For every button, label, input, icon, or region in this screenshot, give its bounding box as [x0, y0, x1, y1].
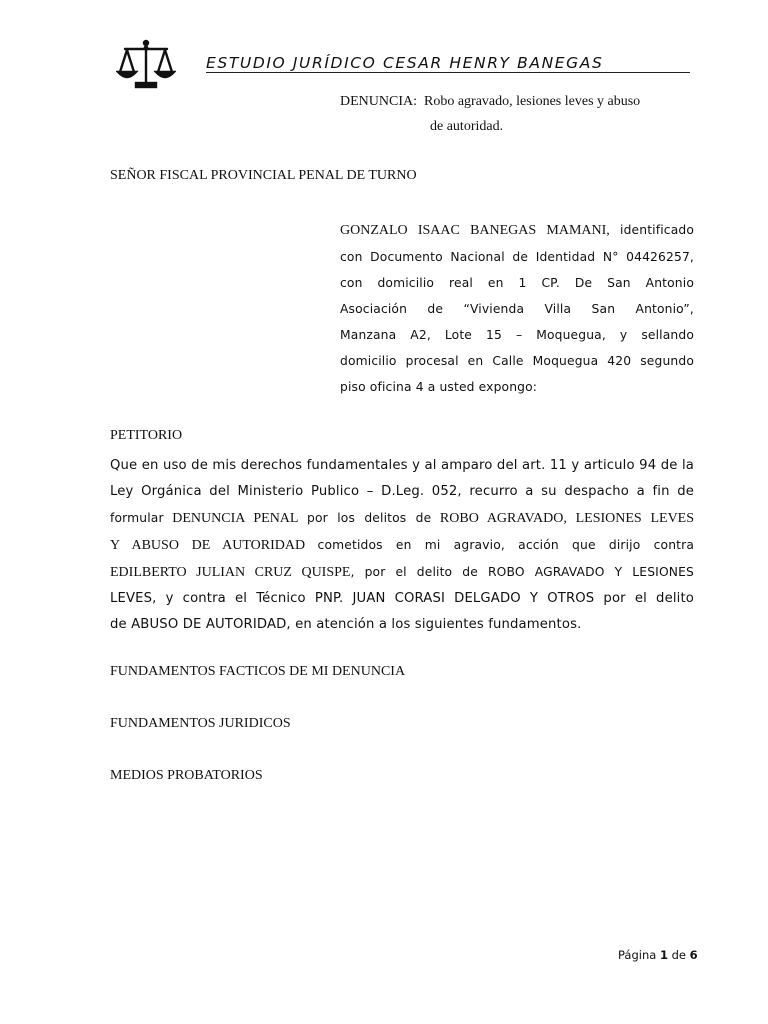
intro-line: piso oficina 4 a usted expongo: — [340, 380, 538, 394]
petitorio-text: cometidos en mi agravio, acción que dirijo contra — [317, 538, 695, 552]
denuncia-penal-term: DENUNCIA PENAL — [172, 511, 299, 526]
petitorio-line: Ley Orgánica del Ministerio Publico – D.Leg. 052, recurro a su despacho a fin de — [110, 484, 694, 499]
page-prefix: Página — [618, 948, 657, 962]
intro-line: con domicilio real en 1 CP. De San Antonio — [340, 276, 694, 290]
abuse-term: Y ABUSO DE AUTORIDAD — [110, 538, 306, 553]
petitorio-line: LEVES, y contra el Técnico PNP. JUAN CORASI DELGADO Y OTROS por el delito — [110, 591, 694, 606]
intro-line: identificado — [620, 223, 695, 237]
section-heading-probatorios: MEDIOS PROBATORIOS — [110, 768, 263, 783]
section-heading-juridicos: FUNDAMENTOS JURIDICOS — [110, 716, 291, 731]
intro-line: domicilio procesal en Calle Moquegua 420 segundo — [340, 354, 694, 368]
header-underline — [206, 72, 690, 73]
petitorio-text: por los delitos de — [307, 511, 432, 525]
intro-paragraph — [340, 217, 694, 400]
complainant-name: GONZALO ISAAC BANEGAS MAMANI, — [340, 223, 610, 238]
scales-of-justice-icon — [116, 38, 176, 90]
petitorio-text: , por el delito de ROBO AGRAVADO Y LESIONES — [350, 565, 694, 579]
petitorio-line — [110, 505, 694, 532]
petitorio-line: Que en uso de mis derechos fundamentales y al amparo del art. 11 y articulo 94 de la — [110, 458, 694, 473]
petitorio-line — [110, 559, 694, 586]
crimes-term: ROBO AGRAVADO, LESIONES LEVES — [439, 511, 695, 526]
intro-line: Asociación de “Vivienda Villa San Antonio”, — [340, 302, 694, 316]
denuncia-subject-line1: Robo agravado, lesiones leves y abuso — [424, 94, 641, 109]
denuncia-subject-line2: de autoridad. — [430, 119, 504, 134]
page-current: 1 — [659, 948, 668, 962]
page-number — [618, 948, 698, 962]
addressee: SEÑOR FISCAL PROVINCIAL PENAL DE TURNO — [110, 168, 417, 183]
intro-line: Manzana A2, Lote 15 – Moquegua, y sellando — [340, 328, 694, 342]
petitorio-line: de ABUSO DE AUTORIDAD, en atención a los siguientes fundamentos. — [110, 617, 582, 632]
petitorio-line — [110, 532, 694, 559]
page-total: 6 — [689, 948, 698, 962]
denuncia-subject — [340, 89, 696, 139]
intro-line: con Documento Nacional de Identidad N° 04426257, — [340, 250, 694, 264]
firm-name: ESTUDIO JURÍDICO CESAR HENRY BANEGAS — [206, 54, 604, 72]
page-of: de — [671, 948, 686, 962]
section-heading-facticos: FUNDAMENTOS FACTICOS DE MI DENUNCIA — [110, 664, 406, 679]
petitorio-paragraph — [110, 453, 694, 638]
petitorio-text: formular — [110, 511, 164, 525]
petitorio-heading: PETITORIO — [110, 428, 183, 443]
denuncia-label: DENUNCIA: — [340, 94, 417, 109]
accused-name: EDILBERTO JULIAN CRUZ QUISPE — [110, 565, 351, 580]
